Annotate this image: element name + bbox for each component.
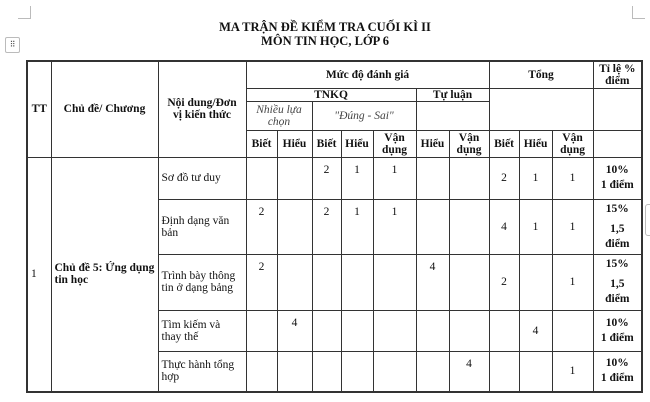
header-true-false: "Đúng - Sai" [312, 101, 416, 130]
question-count [246, 310, 277, 351]
ratio-cell [593, 157, 642, 199]
question-count [449, 199, 489, 254]
question-count: 2 [246, 199, 277, 254]
ratio-cell [593, 351, 642, 392]
question-count [373, 254, 416, 310]
total-count [519, 351, 552, 392]
table-row [27, 157, 642, 199]
header-level: Hiểu [341, 130, 373, 157]
header-topic: Chủ đề/ Chương [51, 61, 158, 157]
total-count: 1 [552, 254, 593, 310]
question-count: 1 [373, 157, 416, 199]
question-count [449, 157, 489, 199]
total-count: 1 [552, 351, 593, 392]
total-count: 1 [552, 199, 593, 254]
ratio-points: 1,5 điểm [605, 222, 630, 250]
content-unit: Thực hành tổng hợp [158, 351, 246, 392]
header-essay-blank [416, 101, 489, 130]
header-total: Tổng [489, 61, 593, 88]
total-count: 1 [552, 157, 593, 199]
ratio-percent: 15% [605, 258, 629, 270]
question-count [373, 310, 416, 351]
content-unit: Trình bày thông tin ở dạng bảng [158, 254, 246, 310]
header-level: Biết [489, 130, 519, 157]
topic-number: 1 [27, 157, 51, 392]
question-count [449, 310, 489, 351]
header-level: Vận dụng [449, 130, 489, 157]
total-count: 1 [519, 157, 552, 199]
header-level: Biết [312, 130, 341, 157]
header-ratio: Tỉ lệ % điểm [593, 61, 642, 88]
document-title: MA TRẬN ĐỀ KIỂM TRA CUỐI KÌ II [219, 20, 431, 34]
header-content: Nội dung/Đơn vị kiến thức [158, 61, 246, 157]
ratio-points: 1 điểm [600, 372, 634, 385]
ratio-cell [593, 310, 642, 351]
total-count: 2 [489, 254, 519, 310]
ratio-percent: 10% [605, 316, 629, 329]
header-tt: TT [27, 61, 51, 157]
header-level: Hiểu [277, 130, 312, 157]
header-ratio-blank [593, 88, 642, 130]
header-level: Hiểu [519, 130, 552, 157]
total-count: 4 [489, 199, 519, 254]
question-count: 1 [341, 157, 373, 199]
header-essay: Tự luận [416, 88, 489, 101]
ratio-points: 1 điểm [600, 179, 634, 191]
document-subtitle: MÔN TIN HỌC, LỚP 6 [261, 34, 389, 48]
question-count [416, 310, 449, 351]
content-unit: Tìm kiếm và thay thế [158, 310, 246, 351]
total-count [552, 310, 593, 351]
header-level: Biết [246, 130, 277, 157]
question-count [373, 351, 416, 392]
total-count: 2 [489, 157, 519, 199]
question-count [246, 351, 277, 392]
question-count: 2 [246, 254, 277, 310]
header-level: Vận dụng [552, 130, 593, 157]
question-count: 1 [373, 199, 416, 254]
ratio-percent: 10% [605, 164, 629, 176]
question-count: 2 [312, 157, 341, 199]
assessment-matrix-table [26, 60, 643, 393]
question-count [416, 199, 449, 254]
page-corner-mark [18, 6, 31, 19]
header-level: Hiểu [416, 130, 449, 157]
total-count: 1 [519, 199, 552, 254]
header-assessment-level: Mức độ đánh giá [246, 61, 489, 88]
ratio-percent: 10% [605, 357, 629, 370]
total-count [489, 310, 519, 351]
side-panel-tab[interactable] [645, 204, 650, 236]
header-tnkq: TNKQ [246, 88, 416, 101]
header-ratio-level-blank [593, 130, 642, 157]
page-corner-mark [632, 6, 645, 19]
ratio-cell [593, 254, 642, 310]
question-count [277, 157, 312, 199]
question-count [416, 351, 449, 392]
total-count: 4 [519, 310, 552, 351]
question-count: 4 [277, 310, 312, 351]
question-count [341, 310, 373, 351]
ratio-cell [593, 199, 642, 254]
question-count [416, 157, 449, 199]
question-count: 4 [449, 351, 489, 392]
question-count [341, 254, 373, 310]
question-count [246, 157, 277, 199]
ratio-points: 1 điểm [600, 331, 634, 344]
question-count [277, 254, 312, 310]
topic-name: Chủ đề 5: Ứng dụng tin học [51, 157, 158, 392]
content-unit: Định dạng văn bản [158, 199, 246, 254]
question-count [277, 199, 312, 254]
ratio-percent: 15% [605, 202, 629, 215]
question-count: 4 [416, 254, 449, 310]
total-count [489, 351, 519, 392]
header-multiple-choice: Nhiều lựa chọn [246, 101, 312, 130]
total-count [519, 254, 552, 310]
question-count [449, 254, 489, 310]
question-count [341, 351, 373, 392]
ratio-points: 1,5 điểm [605, 278, 630, 305]
question-count [312, 310, 341, 351]
header-level: Vận dụng [373, 130, 416, 157]
question-count: 2 [312, 199, 341, 254]
table-move-handle-icon[interactable]: ⠿ [5, 37, 20, 53]
content-unit: Sơ đồ tư duy [158, 157, 246, 199]
header-total-blank [489, 88, 593, 130]
question-count [312, 254, 341, 310]
question-count: 1 [341, 199, 373, 254]
question-count [277, 351, 312, 392]
question-count [312, 351, 341, 392]
